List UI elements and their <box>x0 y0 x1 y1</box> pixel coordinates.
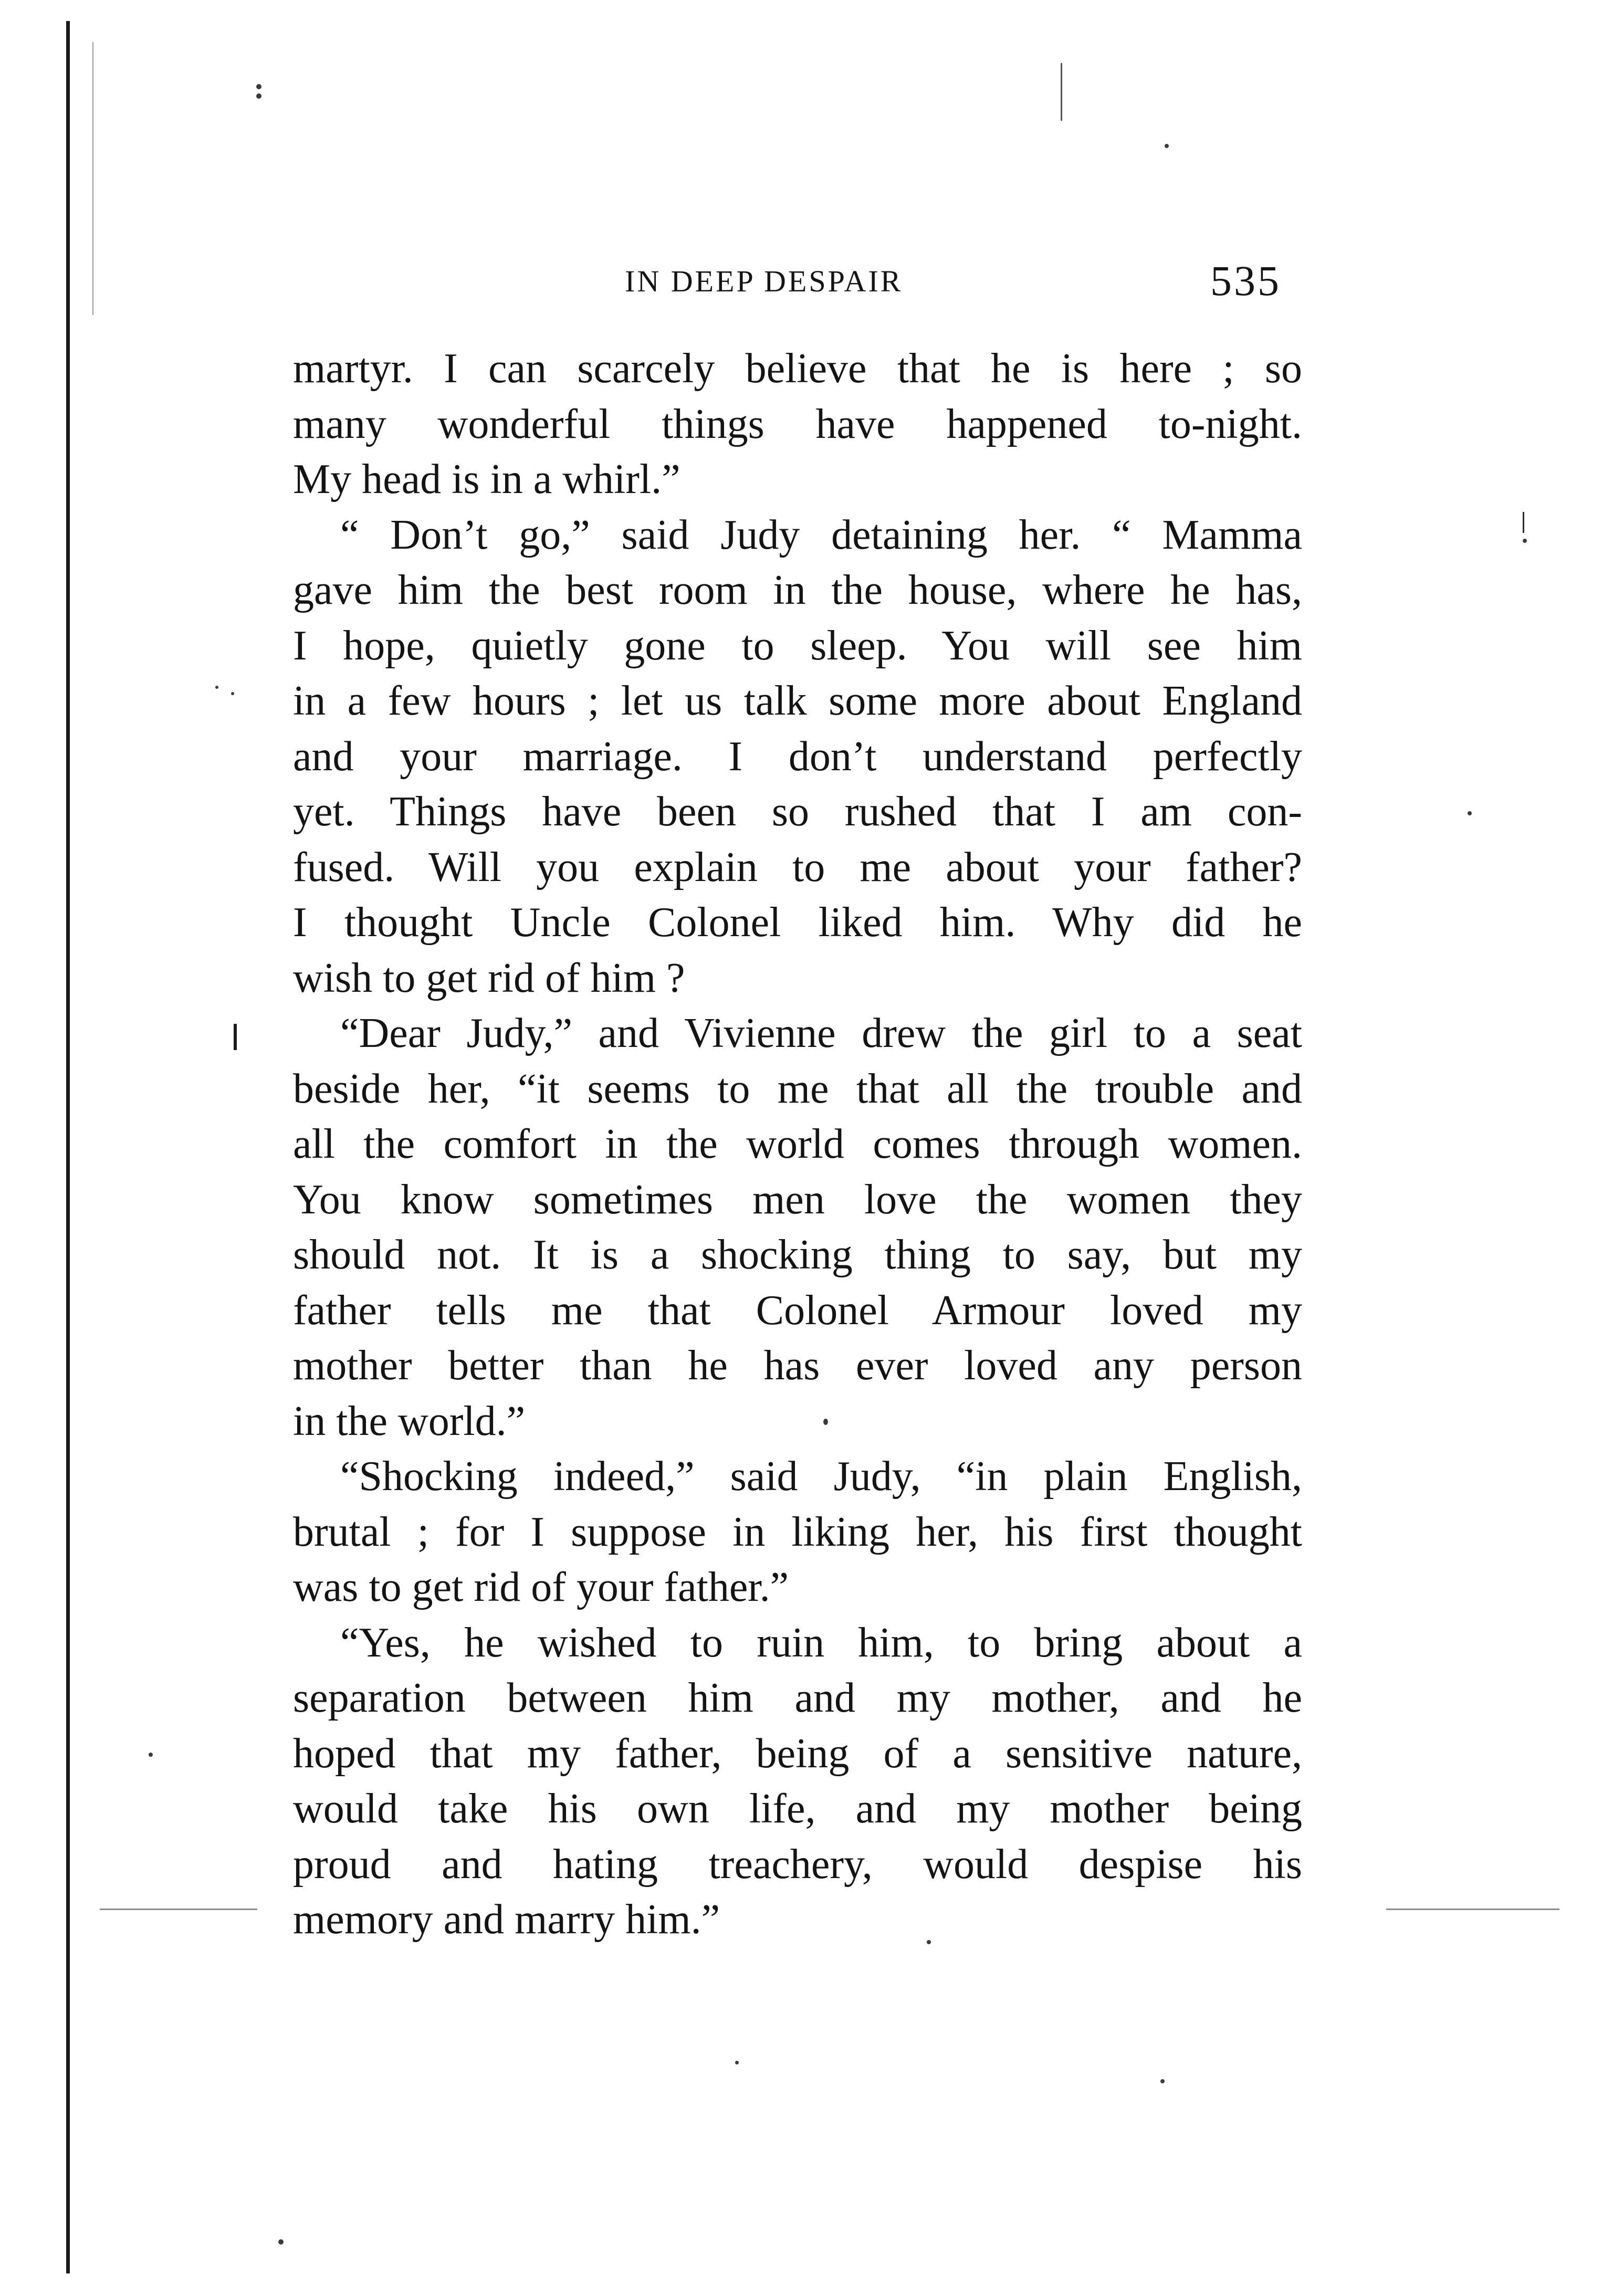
scan-speck <box>1523 539 1527 543</box>
text-line: I hope, quietly gone to sleep. You will see him <box>293 622 1302 669</box>
text-line: would take his own life, and my mother being <box>293 1786 1302 1832</box>
text-line: beside her, “it seems to me that all the trouble and <box>293 1065 1302 1112</box>
text-line: You know sometimes men love the women they <box>293 1176 1302 1223</box>
text-line: memory and marry him.” <box>293 1896 720 1943</box>
text-line: “Yes, he wished to ruin him, to bring about a <box>340 1619 1302 1666</box>
text-line: I thought Uncle Colonel liked him. Why did he <box>293 899 1302 946</box>
scan-dash <box>1523 512 1524 533</box>
text-line: fused. Will you explain to me about your father? <box>293 844 1302 890</box>
text-line: should not. It is a shocking thing to say, but my <box>293 1232 1302 1278</box>
text-line: in the world.” <box>293 1398 526 1444</box>
text-line: mother better than he has ever loved any person <box>293 1343 1302 1389</box>
running-title: IN DEEP DESPAIR <box>625 264 903 298</box>
text-line: yet. Things have been so rushed that I am con- <box>293 789 1302 835</box>
text-line: gave him the best room in the house, where he has, <box>293 567 1302 613</box>
text-line: all the comfort in the world comes through women. <box>293 1121 1302 1167</box>
scan-speck <box>231 692 234 695</box>
scan-speck <box>1468 811 1472 815</box>
text-line: proud and hating treachery, would despise his <box>293 1841 1302 1888</box>
scan-dash <box>1061 63 1062 121</box>
text-line: separation between him and my mother, and he <box>293 1675 1302 1721</box>
scan-dash <box>1386 1909 1559 1910</box>
body-text <box>293 341 1302 1948</box>
text-line: was to get rid of your father.” <box>293 1564 789 1610</box>
text-line: martyr. I can scarcely believe that he is here ; so <box>293 345 1302 392</box>
text-line: “ Don’t go,” said Judy detaining her. “ Mamma <box>340 511 1302 558</box>
text-line: and your marriage. I don’t understand perfectly <box>293 733 1302 780</box>
page-header <box>0 256 1613 303</box>
text-line: My head is in a whirl.” <box>293 456 680 502</box>
binding-edge-line <box>66 21 70 2273</box>
scan-speck <box>823 1419 828 1425</box>
scan-dash <box>234 1024 237 1050</box>
text-line: hoped that my father, being of a sensitive nature, <box>293 1730 1302 1777</box>
scan-speck <box>256 93 261 99</box>
text-line: brutal ; for I suppose in liking her, his first thought <box>293 1508 1302 1555</box>
scan-speck <box>256 84 261 89</box>
scan-speck <box>927 1940 931 1944</box>
text-line: many wonderful things have happened to-night. <box>293 401 1302 447</box>
text-line: father tells me that Colonel Armour loved my <box>293 1287 1302 1334</box>
text-line: “Dear Judy,” and Vivienne drew the girl to a seat <box>340 1010 1302 1056</box>
scan-speck <box>215 686 218 689</box>
text-line: in a few hours ; let us talk some more about England <box>293 678 1302 724</box>
scan-speck <box>735 2061 739 2064</box>
scan-speck <box>1160 2079 1165 2083</box>
scan-speck <box>149 1753 153 1757</box>
scan-speck <box>278 2239 284 2245</box>
text-line: “Shocking indeed,” said Judy, “in plain English, <box>340 1453 1302 1500</box>
page-number: 535 <box>1210 257 1281 305</box>
scan-speck <box>1165 144 1169 148</box>
text-line: wish to get rid of him ? <box>293 955 685 1001</box>
scan-dash <box>100 1909 257 1910</box>
